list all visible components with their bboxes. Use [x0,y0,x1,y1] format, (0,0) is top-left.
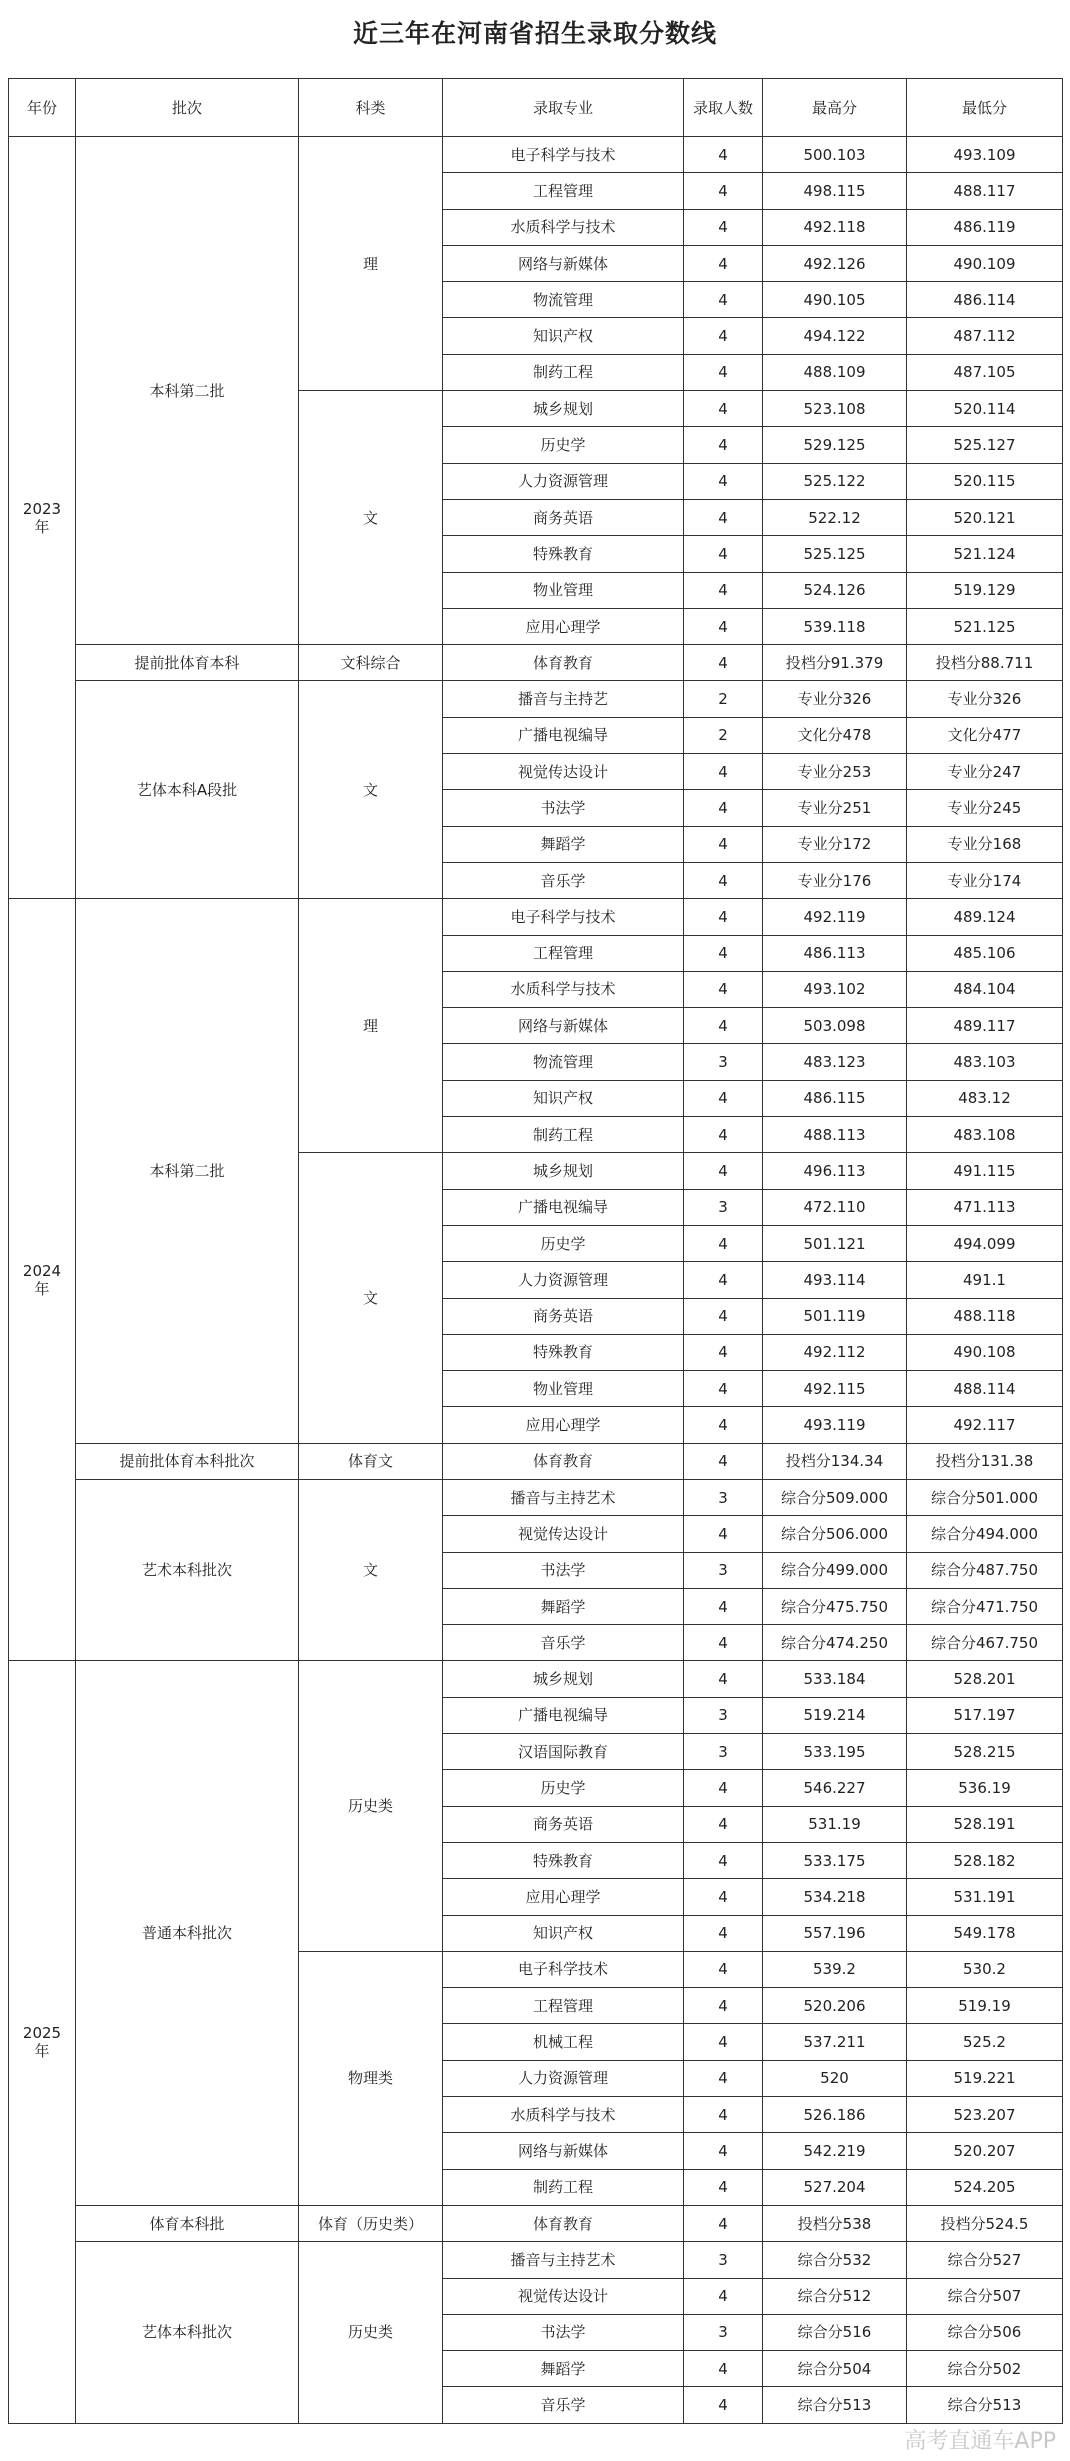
header-min-score: 最低分 [907,79,1063,137]
subject-cell: 历史类 [299,1661,443,1951]
max-score-cell: 492.119 [763,899,907,935]
subject-cell: 物理类 [299,1951,443,2205]
min-score-cell: 483.103 [907,1044,1063,1080]
major-cell: 特殊教育 [443,536,684,572]
count-cell: 3 [684,1734,763,1770]
max-score-cell: 专业分172 [763,826,907,862]
year-cell: 2023 年 [9,137,76,899]
min-score-cell: 投档分88.711 [907,645,1063,681]
year-cell: 2024 年 [9,899,76,1661]
major-cell: 工程管理 [443,1988,684,2024]
count-cell: 4 [684,935,763,971]
min-score-cell: 489.124 [907,899,1063,935]
count-cell: 4 [684,354,763,390]
major-cell: 音乐学 [443,1625,684,1661]
major-cell: 舞蹈学 [443,826,684,862]
major-cell: 电子科学与技术 [443,137,684,173]
count-cell: 4 [684,1842,763,1878]
major-cell: 水质科学与技术 [443,971,684,1007]
table-header-row [9,79,1063,137]
count-cell: 4 [684,862,763,898]
major-cell: 广播电视编导 [443,1189,684,1225]
count-cell: 4 [684,1117,763,1153]
max-score-cell: 533.184 [763,1661,907,1697]
header-major: 录取专业 [443,79,684,137]
min-score-cell: 528.182 [907,1842,1063,1878]
max-score-cell: 522.12 [763,499,907,535]
max-score-cell: 488.113 [763,1117,907,1153]
major-cell: 播音与主持艺 [443,681,684,717]
major-cell: 机械工程 [443,2024,684,2060]
major-cell: 电子科学与技术 [443,899,684,935]
min-score-cell: 520.207 [907,2133,1063,2169]
min-score-cell: 489.117 [907,1008,1063,1044]
min-score-cell: 综合分502 [907,2351,1063,2387]
min-score-cell: 486.119 [907,209,1063,245]
min-score-cell: 536.19 [907,1770,1063,1806]
max-score-cell: 综合分504 [763,2351,907,2387]
count-cell: 3 [684,2314,763,2350]
count-cell: 4 [684,1225,763,1261]
table-row [9,2242,1063,2278]
min-score-cell: 投档分131.38 [907,1443,1063,1479]
min-score-cell: 519.19 [907,1988,1063,2024]
max-score-cell: 488.109 [763,354,907,390]
count-cell: 4 [684,1153,763,1189]
max-score-cell: 493.102 [763,971,907,1007]
count-cell: 4 [684,754,763,790]
count-cell: 4 [684,391,763,427]
min-score-cell: 528.201 [907,1661,1063,1697]
count-cell: 3 [684,1479,763,1515]
major-cell: 人力资源管理 [443,2060,684,2096]
max-score-cell: 483.123 [763,1044,907,1080]
min-score-cell: 专业分174 [907,862,1063,898]
major-cell: 舞蹈学 [443,2351,684,2387]
max-score-cell: 534.218 [763,1879,907,1915]
header-count: 录取人数 [684,79,763,137]
count-cell: 2 [684,717,763,753]
count-cell: 4 [684,282,763,318]
min-score-cell: 525.127 [907,427,1063,463]
count-cell: 4 [684,1625,763,1661]
max-score-cell: 492.118 [763,209,907,245]
max-score-cell: 503.098 [763,1008,907,1044]
major-cell: 人力资源管理 [443,463,684,499]
batch-cell: 本科第二批 [76,137,299,645]
major-cell: 应用心理学 [443,1879,684,1915]
max-score-cell: 520 [763,2060,907,2096]
max-score-cell: 526.186 [763,2097,907,2133]
max-score-cell: 专业分253 [763,754,907,790]
min-score-cell: 综合分467.750 [907,1625,1063,1661]
count-cell: 4 [684,1008,763,1044]
subject-cell: 文科综合 [299,645,443,681]
min-score-cell: 519.221 [907,2060,1063,2096]
table-row [9,2205,1063,2241]
subject-cell: 文 [299,1479,443,1660]
count-cell: 4 [684,245,763,281]
count-cell: 4 [684,209,763,245]
min-score-cell: 492.117 [907,1407,1063,1443]
max-score-cell: 519.214 [763,1697,907,1733]
min-score-cell: 投档分524.5 [907,2205,1063,2241]
max-score-cell: 472.110 [763,1189,907,1225]
max-score-cell: 533.175 [763,1842,907,1878]
min-score-cell: 491.1 [907,1262,1063,1298]
count-cell: 4 [684,318,763,354]
count-cell: 4 [684,1371,763,1407]
max-score-cell: 494.122 [763,318,907,354]
page-title: 近三年在河南省招生录取分数线 [352,19,717,48]
major-cell: 知识产权 [443,1915,684,1951]
major-cell: 视觉传达设计 [443,2278,684,2314]
min-score-cell: 520.114 [907,391,1063,427]
count-cell: 4 [684,1988,763,2024]
max-score-cell: 综合分506.000 [763,1516,907,1552]
major-cell: 书法学 [443,1552,684,1588]
min-score-cell: 471.113 [907,1189,1063,1225]
min-score-cell: 综合分506 [907,2314,1063,2350]
min-score-cell: 488.118 [907,1298,1063,1334]
major-cell: 特殊教育 [443,1842,684,1878]
min-score-cell: 517.197 [907,1697,1063,1733]
count-cell: 4 [684,2169,763,2205]
count-cell: 4 [684,173,763,209]
major-cell: 制药工程 [443,2169,684,2205]
major-cell: 体育教育 [443,2205,684,2241]
batch-cell: 艺体本科批次 [76,2242,299,2423]
subject-cell: 体育（历史类） [299,2205,443,2241]
major-cell: 书法学 [443,790,684,826]
count-cell: 4 [684,2278,763,2314]
max-score-cell: 490.105 [763,282,907,318]
major-cell: 知识产权 [443,1080,684,1116]
min-score-cell: 483.108 [907,1117,1063,1153]
count-cell: 3 [684,1552,763,1588]
min-score-cell: 519.129 [907,572,1063,608]
major-cell: 制药工程 [443,1117,684,1153]
major-cell: 工程管理 [443,173,684,209]
max-score-cell: 501.121 [763,1225,907,1261]
min-score-cell: 综合分487.750 [907,1552,1063,1588]
count-cell: 4 [684,463,763,499]
min-score-cell: 488.117 [907,173,1063,209]
max-score-cell: 投档分538 [763,2205,907,2241]
min-score-cell: 文化分477 [907,717,1063,753]
max-score-cell: 523.108 [763,391,907,427]
batch-cell: 本科第二批 [76,899,299,1443]
min-score-cell: 485.106 [907,935,1063,971]
max-score-cell: 529.125 [763,427,907,463]
major-cell: 特殊教育 [443,1334,684,1370]
min-score-cell: 521.124 [907,536,1063,572]
header-year: 年份 [9,79,76,137]
major-cell: 城乡规划 [443,1661,684,1697]
major-cell: 舞蹈学 [443,1588,684,1624]
max-score-cell: 492.126 [763,245,907,281]
max-score-cell: 综合分499.000 [763,1552,907,1588]
major-cell: 商务英语 [443,1806,684,1842]
major-cell: 人力资源管理 [443,1262,684,1298]
max-score-cell: 501.119 [763,1298,907,1334]
max-score-cell: 493.119 [763,1407,907,1443]
min-score-cell: 531.191 [907,1879,1063,1915]
count-cell: 4 [684,826,763,862]
max-score-cell: 533.195 [763,1734,907,1770]
major-cell: 应用心理学 [443,608,684,644]
subject-cell: 文 [299,1153,443,1443]
table-row [9,645,1063,681]
major-cell: 广播电视编导 [443,1697,684,1733]
major-cell: 网络与新媒体 [443,1008,684,1044]
max-score-cell: 专业分251 [763,790,907,826]
major-cell: 应用心理学 [443,1407,684,1443]
major-cell: 音乐学 [443,862,684,898]
major-cell: 城乡规划 [443,391,684,427]
major-cell: 网络与新媒体 [443,245,684,281]
count-cell: 4 [684,1443,763,1479]
min-score-cell: 491.115 [907,1153,1063,1189]
max-score-cell: 492.112 [763,1334,907,1370]
max-score-cell: 524.126 [763,572,907,608]
max-score-cell: 专业分176 [763,862,907,898]
count-cell: 4 [684,137,763,173]
batch-cell: 艺体本科A段批 [76,681,299,899]
header-batch: 批次 [76,79,299,137]
count-cell: 4 [684,1080,763,1116]
count-cell: 3 [684,1189,763,1225]
major-cell: 知识产权 [443,318,684,354]
max-score-cell: 525.125 [763,536,907,572]
header-max-score: 最高分 [763,79,907,137]
count-cell: 4 [684,2060,763,2096]
count-cell: 4 [684,1262,763,1298]
min-score-cell: 综合分501.000 [907,1479,1063,1515]
batch-cell: 体育本科批 [76,2205,299,2241]
subject-cell: 历史类 [299,2242,443,2423]
max-score-cell: 500.103 [763,137,907,173]
min-score-cell: 490.108 [907,1334,1063,1370]
min-score-cell: 528.215 [907,1734,1063,1770]
min-score-cell: 488.114 [907,1371,1063,1407]
min-score-cell: 549.178 [907,1915,1063,1951]
max-score-cell: 综合分532 [763,2242,907,2278]
subject-cell: 体育文 [299,1443,443,1479]
max-score-cell: 专业分326 [763,681,907,717]
header-subject: 科类 [299,79,443,137]
max-score-cell: 498.115 [763,173,907,209]
count-cell: 4 [684,2024,763,2060]
major-cell: 网络与新媒体 [443,2133,684,2169]
min-score-cell: 520.121 [907,499,1063,535]
min-score-cell: 530.2 [907,1951,1063,1987]
major-cell: 工程管理 [443,935,684,971]
major-cell: 商务英语 [443,499,684,535]
table-row [9,1661,1063,1697]
count-cell: 3 [684,2242,763,2278]
batch-cell: 提前批体育本科批次 [76,1443,299,1479]
min-score-cell: 专业分326 [907,681,1063,717]
table-row [9,899,1063,935]
year-cell: 2025 年 [9,1661,76,2423]
min-score-cell: 528.191 [907,1806,1063,1842]
major-cell: 广播电视编导 [443,717,684,753]
count-cell: 4 [684,1298,763,1334]
major-cell: 汉语国际教育 [443,1734,684,1770]
major-cell: 水质科学与技术 [443,209,684,245]
min-score-cell: 综合分507 [907,2278,1063,2314]
major-cell: 水质科学与技术 [443,2097,684,2133]
min-score-cell: 487.105 [907,354,1063,390]
max-score-cell: 542.219 [763,2133,907,2169]
major-cell: 历史学 [443,427,684,463]
count-cell: 3 [684,1697,763,1733]
max-score-cell: 492.115 [763,1371,907,1407]
count-cell: 4 [684,2351,763,2387]
count-cell: 2 [684,681,763,717]
major-cell: 物流管理 [443,282,684,318]
max-score-cell: 综合分512 [763,2278,907,2314]
count-cell: 4 [684,1407,763,1443]
max-score-cell: 557.196 [763,1915,907,1951]
watermark: 高考直通车APP [904,2429,1056,2454]
batch-cell: 提前批体育本科 [76,645,299,681]
min-score-cell: 专业分247 [907,754,1063,790]
max-score-cell: 496.113 [763,1153,907,1189]
min-score-cell: 综合分471.750 [907,1588,1063,1624]
major-cell: 体育教育 [443,645,684,681]
count-cell: 4 [684,1661,763,1697]
count-cell: 4 [684,572,763,608]
max-score-cell: 493.114 [763,1262,907,1298]
subject-cell: 理 [299,899,443,1153]
max-score-cell: 539.118 [763,608,907,644]
count-cell: 4 [684,608,763,644]
batch-cell: 普通本科批次 [76,1661,299,2205]
max-score-cell: 文化分478 [763,717,907,753]
major-cell: 电子科学技术 [443,1951,684,1987]
major-cell: 物流管理 [443,1044,684,1080]
min-score-cell: 综合分527 [907,2242,1063,2278]
admission-score-table [8,78,1063,2424]
count-cell: 4 [684,1879,763,1915]
count-cell: 4 [684,1516,763,1552]
min-score-cell: 525.2 [907,2024,1063,2060]
max-score-cell: 投档分91.379 [763,645,907,681]
major-cell: 历史学 [443,1225,684,1261]
min-score-cell: 493.109 [907,137,1063,173]
max-score-cell: 539.2 [763,1951,907,1987]
count-cell: 4 [684,2133,763,2169]
count-cell: 4 [684,1915,763,1951]
min-score-cell: 524.205 [907,2169,1063,2205]
major-cell: 城乡规划 [443,1153,684,1189]
count-cell: 4 [684,899,763,935]
count-cell: 4 [684,1334,763,1370]
major-cell: 物业管理 [443,572,684,608]
major-cell: 书法学 [443,2314,684,2350]
major-cell: 视觉传达设计 [443,1516,684,1552]
count-cell: 4 [684,645,763,681]
min-score-cell: 483.12 [907,1080,1063,1116]
table-row [9,681,1063,717]
major-cell: 体育教育 [443,1443,684,1479]
subject-cell: 理 [299,137,443,391]
min-score-cell: 484.104 [907,971,1063,1007]
major-cell: 商务英语 [443,1298,684,1334]
subject-cell: 文 [299,681,443,899]
count-cell: 4 [684,1588,763,1624]
table-row [9,1479,1063,1515]
max-score-cell: 综合分509.000 [763,1479,907,1515]
min-score-cell: 523.207 [907,2097,1063,2133]
count-cell: 4 [684,971,763,1007]
max-score-cell: 531.19 [763,1806,907,1842]
max-score-cell: 546.227 [763,1770,907,1806]
count-cell: 4 [684,1951,763,1987]
major-cell: 历史学 [443,1770,684,1806]
min-score-cell: 综合分513 [907,2387,1063,2423]
min-score-cell: 486.114 [907,282,1063,318]
batch-cell: 艺术本科批次 [76,1479,299,1660]
count-cell: 4 [684,536,763,572]
min-score-cell: 专业分168 [907,826,1063,862]
max-score-cell: 综合分474.250 [763,1625,907,1661]
count-cell: 4 [684,1806,763,1842]
min-score-cell: 490.109 [907,245,1063,281]
max-score-cell: 486.115 [763,1080,907,1116]
max-score-cell: 486.113 [763,935,907,971]
max-score-cell: 525.122 [763,463,907,499]
major-cell: 视觉传达设计 [443,754,684,790]
count-cell: 4 [684,790,763,826]
min-score-cell: 487.112 [907,318,1063,354]
max-score-cell: 520.206 [763,1988,907,2024]
max-score-cell: 投档分134.34 [763,1443,907,1479]
table-row [9,1443,1063,1479]
major-cell: 播音与主持艺术 [443,2242,684,2278]
min-score-cell: 494.099 [907,1225,1063,1261]
major-cell: 制药工程 [443,354,684,390]
table-row [9,137,1063,173]
max-score-cell: 综合分516 [763,2314,907,2350]
max-score-cell: 527.204 [763,2169,907,2205]
count-cell: 4 [684,2097,763,2133]
min-score-cell: 综合分494.000 [907,1516,1063,1552]
max-score-cell: 537.211 [763,2024,907,2060]
count-cell: 4 [684,427,763,463]
count-cell: 4 [684,499,763,535]
count-cell: 4 [684,1770,763,1806]
count-cell: 4 [684,2205,763,2241]
major-cell: 物业管理 [443,1371,684,1407]
count-cell: 4 [684,2387,763,2423]
min-score-cell: 专业分245 [907,790,1063,826]
major-cell: 音乐学 [443,2387,684,2423]
subject-cell: 文 [299,391,443,645]
max-score-cell: 综合分513 [763,2387,907,2423]
min-score-cell: 521.125 [907,608,1063,644]
count-cell: 3 [684,1044,763,1080]
max-score-cell: 综合分475.750 [763,1588,907,1624]
major-cell: 播音与主持艺术 [443,1479,684,1515]
min-score-cell: 520.115 [907,463,1063,499]
